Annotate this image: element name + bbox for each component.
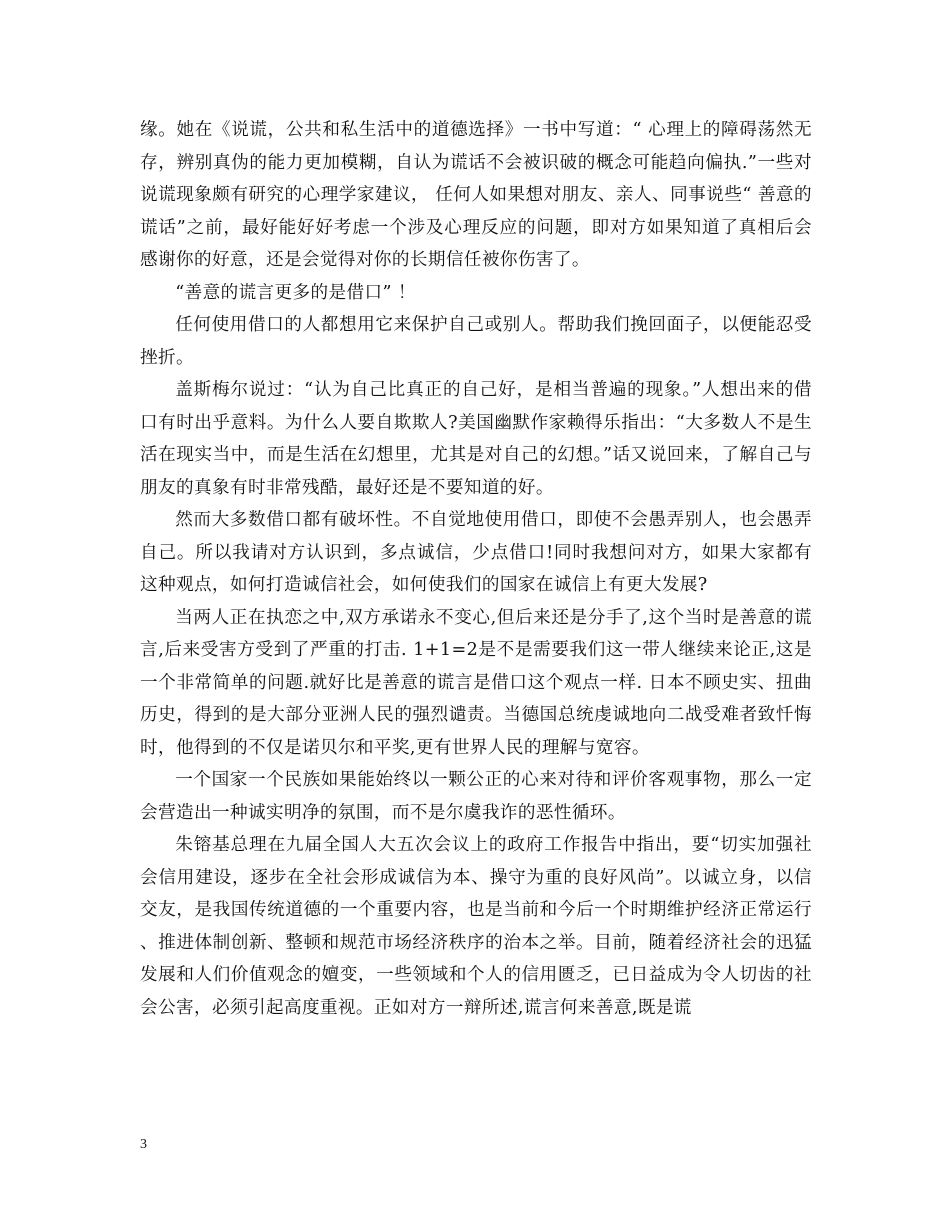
paragraph-4: 盖斯梅尔说过：“认为自己比真正的自己好，是相当普遍的现象。”人想出来的借口有时出乎意料。为什么人要自欺欺人?美国幽默作家赖得乐指出：“大多数人不是生活在现实当中，而是生活在幻想里，尤其是对自己的幻想。”话又说回来，了解自己与朋友的真象有时非常残酷，最好还是不要知道的好。 — [140, 380, 812, 498]
paragraph-5: 然而大多数借口都有破坏性。不自觉地使用借口，即使不会愚弄别人，也会愚弄自己。所以我请对方认识到，多点诚信，少点借口!同时我想问对方，如果大家都有这种观点，如何打造诚信社会，如何使我们的国家在诚信上有更大发展? — [140, 510, 812, 595]
paragraph-3: 任何使用借口的人都想用它来保护自己或别人。帮助我们挽回面子，以便能忍受挫折。 — [140, 315, 812, 368]
paragraph-2-heading: “善意的谎言更多的是借口” ！ — [175, 282, 416, 303]
paragraph-8: 朱镕基总理在九届全国人大五次会议上的政府工作报告中指出，要“切实加强社会信用建设，逐步在全社会形成诚信为本、操守为重的良好风尚”。以诚立身，以信交友，是我国传统道德的一个重要内容，也是当前和今后一个时期维护经济正常运行、推进体制创新、整顿和规范市场经济秩序的治本之举。目前，随着经济社会的迅猛发展和人们价值观念的嬗变，一些领域和个人的信用匮乏，已日益成为令人切齿的社会公害，必须引起高度重视。正如对方一辩所述,谎言何来善意,既是谎 — [140, 835, 812, 1018]
paragraph-1: 缘。她在《说谎，公共和私生活中的道德选择》一书中写道：“ 心理上的障碍荡然无存，辨别真伪的能力更加模糊，自认为谎话不会被识破的概念可能趋向偏执.”一些对说谎现象颇有研究的心理学家建议， 任何人如果想对朋友、亲人、同事说些“ 善意的谎话”之前，最好能好好考虑一个涉及心理反应的问题，即对方如果知道了真相后会感谢你的好意，还是会觉得对你的长期信任被你伤害了。 — [140, 120, 812, 270]
document-body — [140, 114, 812, 1024]
paragraph-6: 当两人正在执恋之中,双方承诺永不变心,但后来还是分手了,这个当时是善意的谎言,后来受害方受到了严重的打击. 1+1=2是不是需要我们这一带人继续来论正,这是一个非常简单的问题.就好比是善意的谎言是借口这个观点一样. 日本不顾史实、扭曲历史，得到的是大部分亚洲人民的强烈谴责。当德国总统虔诚地向二战受难者致忏悔时，他得到的不仅是诺贝尔和平奖,更有世界人民的理解与宽容。 — [140, 607, 812, 758]
paragraph-7: 一个国家一个民族如果能始终以一颗公正的心来对待和评价客观事物，那么一定会营造出一种诚实明净的氛围，而不是尔虞我诈的恶性循环。 — [140, 770, 812, 823]
page-number: 3 — [140, 1137, 147, 1152]
